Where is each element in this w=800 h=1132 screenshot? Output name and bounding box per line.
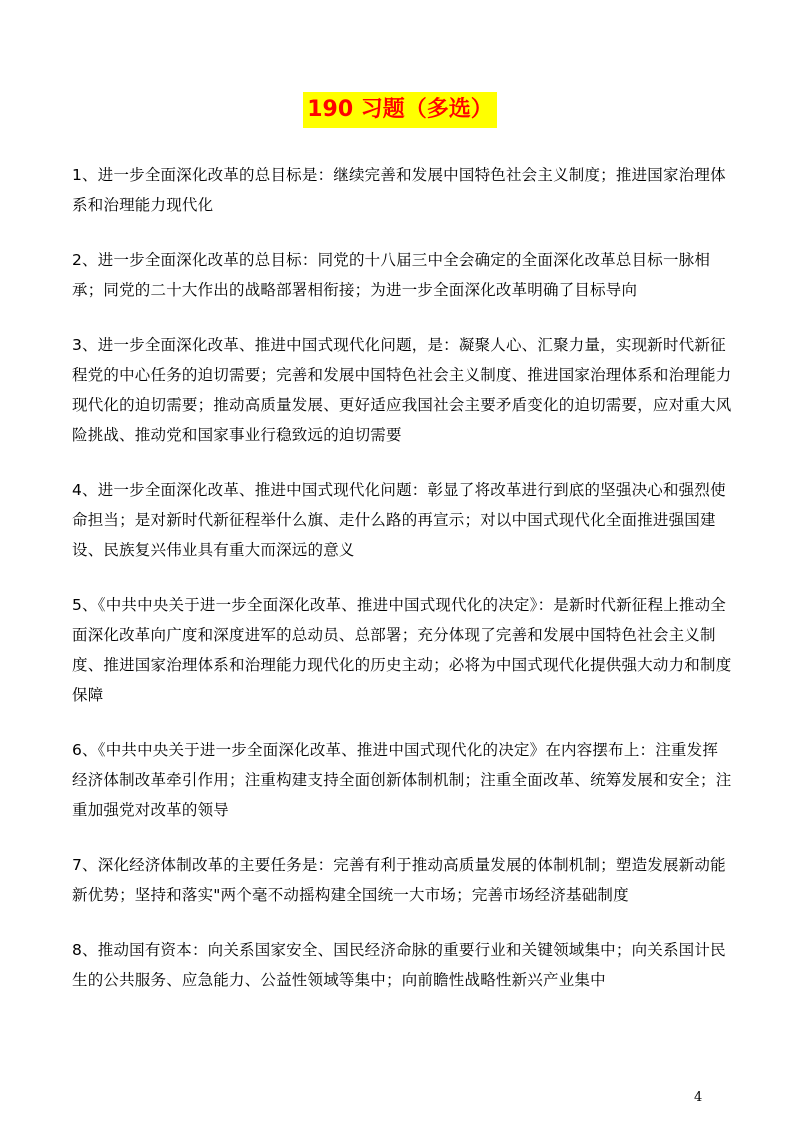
question-item-6: 6、《中共中央关于进一步全面深化改革、推进中国式现代化的决定》在内容摆布上：注重发挥经济体制改革牵引作用；注重构建支持全面创新体制机制；注重全面改革、统筹发展和安全；注重加强党对改革的领导 <box>72 741 732 819</box>
question-item-8: 8、推动国有资本：向关系国家安全、国民经济命脉的重要行业和关键领域集中；向关系国计民生的公共服务、应急能力、公益性领域等集中；向前瞻性战略性新兴产业集中 <box>72 941 726 989</box>
question-list <box>72 160 732 1020</box>
question-item-5: 5、《中共中央关于进一步全面深化改革、推进中国式现代化的决定》：是新时代新征程上推动全面深化改革向广度和深度进军的总动员、总部署；充分体现了完善和发展中国特色社会主义制度、推进国家治理体系和治理能力现代化的历史主动；必将为中国式现代化提供强大动力和制度保障 <box>72 596 732 704</box>
page-title: 190 习题（多选） <box>303 92 497 128</box>
question-item-2: 2、进一步全面深化改革的总目标：同党的十八届三中全会确定的全面深化改革总目标一脉相承；同党的二十大作出的战略部署相衔接；为进一步全面深化改革明确了目标导向 <box>72 251 711 299</box>
page-number: 4 <box>694 1090 703 1105</box>
question-item-4: 4、进一步全面深化改革、推进中国式现代化问题：彰显了将改革进行到底的坚强决心和强烈使命担当；是对新时代新征程举什么旗、走什么路的再宣示；对以中国式现代化全面推进强国建设、民族复兴伟业具有重大而深远的意义 <box>72 481 726 559</box>
question-item-3: 3、进一步全面深化改革、推进中国式现代化问题，是：凝聚人心、汇聚力量，实现新时代新征程党的中心任务的迫切需要；完善和发展中国特色社会主义制度、推进国家治理体系和治理能力现代化的迫切需要；推动高质量发展、更好适应我国社会主要矛盾变化的迫切需要，应对重大风险挑战、推动党和国家事业行稳致远的迫切需要 <box>72 336 732 444</box>
question-item-7: 7、深化经济体制改革的主要任务是：完善有利于推动高质量发展的体制机制；塑造发展新动能新优势；坚持和落实"两个毫不动摇构建全国统一大市场；完善市场经济基础制度 <box>72 856 726 904</box>
question-item-1: 1、进一步全面深化改革的总目标是：继续完善和发展中国特色社会主义制度；推进国家治理体系和治理能力现代化 <box>72 166 726 214</box>
title-container <box>0 92 800 128</box>
